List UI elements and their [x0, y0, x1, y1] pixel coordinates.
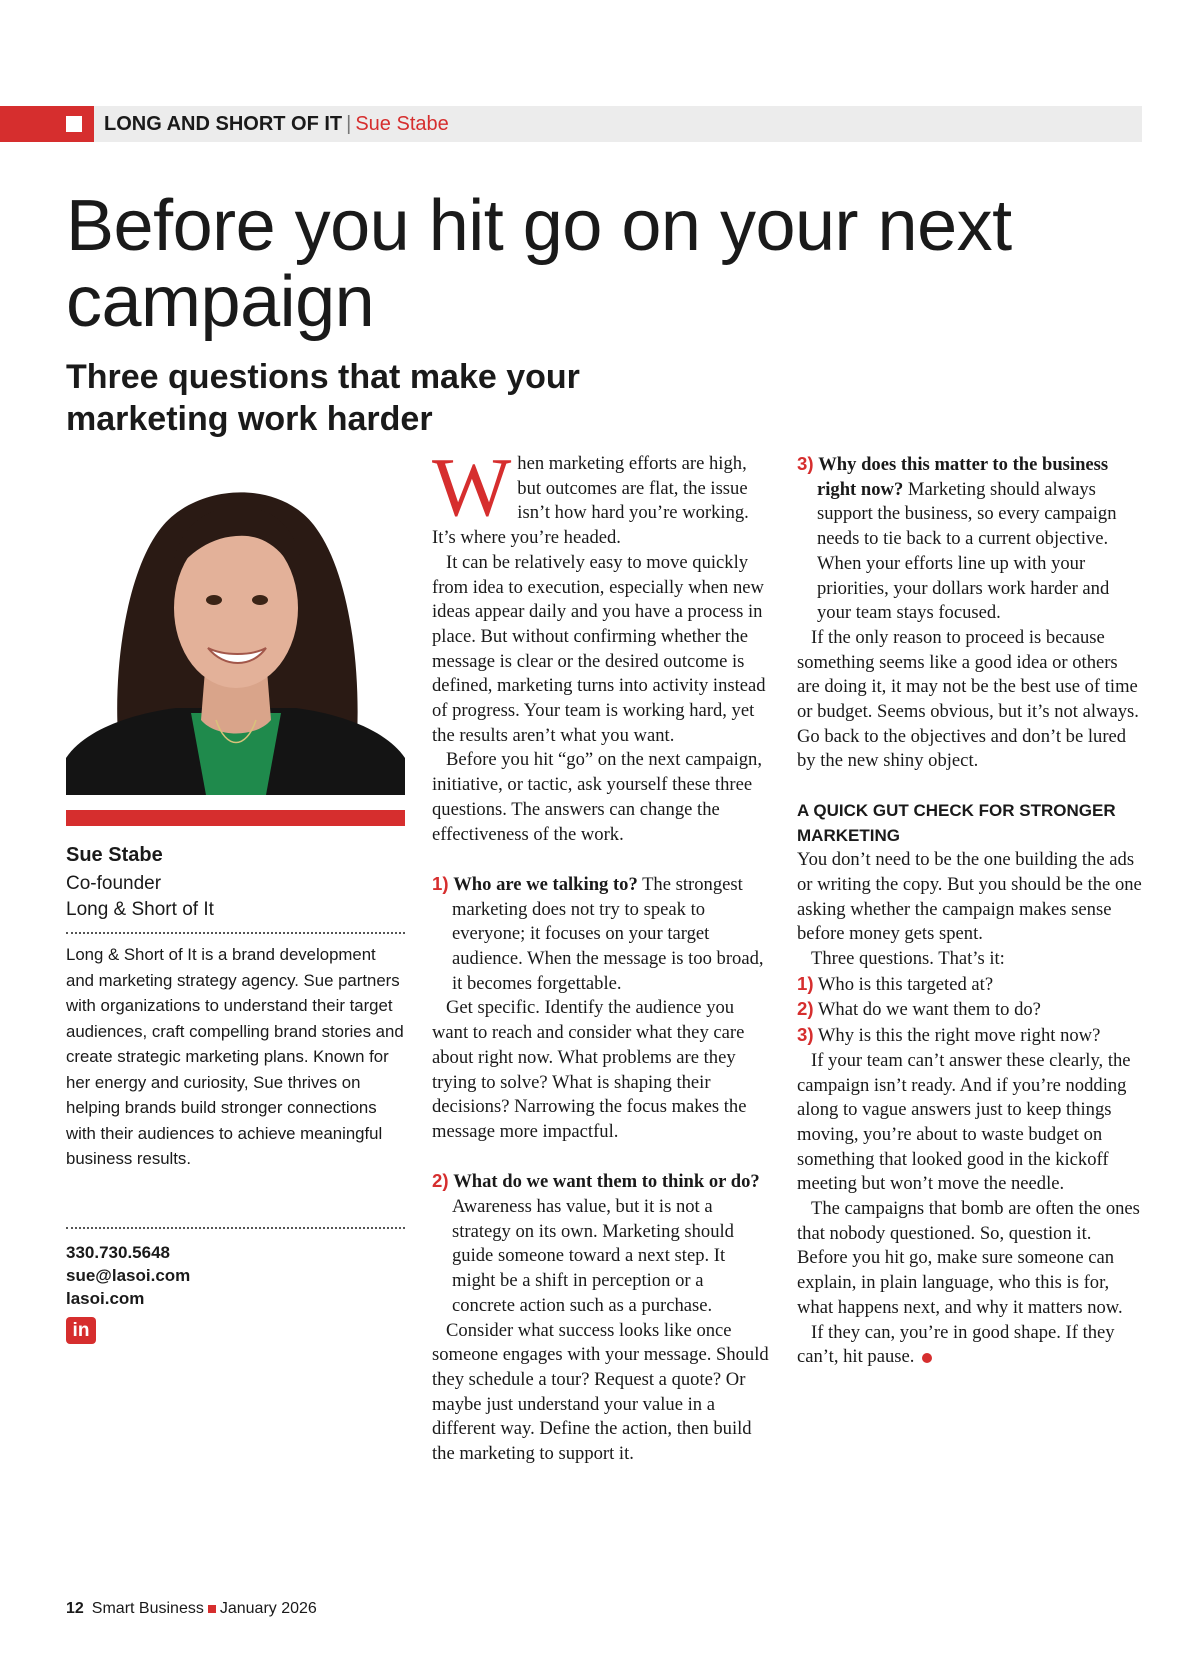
article-headline: Before you hit go on your next campaign [66, 186, 1012, 342]
list-number: 2) [797, 998, 814, 1020]
header-square-icon [66, 116, 82, 132]
list-item [797, 997, 1142, 1023]
question-3 [797, 452, 1142, 626]
question-number: 1) [432, 872, 449, 894]
list-text: What do we want them to do? [817, 999, 1041, 1021]
article-paragraph: If the only reason to proceed is because something seems like a good idea or others are doing it, it may not be the best use of time or budget. Seems obvious, but it’s not always. Go back to the objectives and don’t be lured by the new shiny object. [797, 626, 1139, 772]
sidebar-divider-top [66, 932, 405, 934]
article-subheadline: Three questions that make your marketing work harder [66, 358, 580, 438]
author-portrait [66, 458, 405, 795]
page-number: 12 [66, 1600, 84, 1617]
article-column-3 [797, 452, 1142, 1370]
author-company: Long & Short of It [66, 899, 214, 920]
article-paragraph: If your team can’t answer these clearly, the campaign isn’t ready. And if you’re nodding along to vague answers just to keep things moving, you’re about to waste budget on something that looked good in the kickoff meeting but won’t move the needle. [797, 1049, 1131, 1195]
article-paragraph: The campaigns that bomb are often the ones that nobody questioned. So, question it. Before you hit go, make sure someone can explain, in plain language, who this is for, what happens next, and why it matters now. [797, 1198, 1140, 1318]
question-body: The strongest marketing does not try to speak to everyone; it focuses on your target audience. When the message is too broad, it becomes forgettable. [452, 873, 764, 994]
list-item [797, 972, 1142, 998]
footer-square-icon [208, 1605, 216, 1613]
linkedin-icon[interactable]: in [66, 1317, 96, 1344]
question-heading: Why does this matter to the business right now? [817, 454, 1109, 500]
closing-text: If they can, you’re in good shape. If they can’t, hit pause. [797, 1321, 1115, 1368]
question-1 [432, 872, 770, 997]
author-name: Sue Stabe [66, 844, 163, 866]
section-heading: A QUICK GUT CHECK FOR STRONGER MARKETING [797, 800, 1116, 845]
article-paragraph [432, 441, 770, 551]
question-body: Awareness has value, but it is not a strategy on its own. Marketing should guide someone toward a next step. It might be a shift in perception or a concrete action such as a purchase. [452, 1196, 734, 1316]
question-heading: What do we want them to think or do? [453, 1171, 760, 1193]
author-role: Co-founder [66, 873, 162, 894]
list-item [797, 1023, 1142, 1049]
end-mark-icon [922, 1353, 932, 1363]
question-body: Marketing should always support the business, so every campaign needs to tie back to a current objective. When your efforts line up with your priorities, your dollars work harder and your team stays focused. [817, 478, 1117, 624]
publication-name: Smart Business [91, 1600, 204, 1617]
article-paragraph: Consider what success looks like once someone engages with your message. Should they schedule a tour? Request a quote? Or maybe just understand your value in a different way. Define the action, then build the marketing to support it. [432, 1319, 769, 1465]
article-paragraph [797, 1321, 1142, 1370]
author-phone: 330.730.5648 [66, 1243, 170, 1262]
article-column-2 [432, 441, 770, 1467]
issue-date: January 2026 [219, 1600, 317, 1617]
section-header-bar [0, 106, 1142, 142]
sidebar-red-rule [66, 810, 405, 826]
question-heading: Who are we talking to? [453, 873, 638, 895]
list-number: 3) [797, 1024, 814, 1046]
author-website-link[interactable]: lasoi.com [66, 1289, 145, 1308]
question-2 [432, 1169, 770, 1318]
author-photo-illustration [66, 458, 405, 795]
article-paragraph: You don’t need to be the one building the ads or writing the copy. But you should be the one asking whether the campaign makes sense before money gets spent. [797, 849, 1142, 945]
section-label [104, 106, 449, 142]
author-bio: Long & Short of It is a brand development and marketing strategy agency. Sue partners with organizations to understand their target audiences, craft compelling brand stories and create strategic marketing plans. Known for her energy and curiosity, Sue thrives on helping brands build stronger connections with their audiences to achieve meaningful business results. [66, 945, 404, 1168]
author-email-link[interactable]: sue@lasoi.com [66, 1266, 191, 1285]
list-number: 1) [797, 972, 814, 994]
drop-cap: W [432, 441, 512, 534]
page-footer [66, 1600, 317, 1618]
article-paragraph: Before you hit “go” on the next campaign, initiative, or tactic, ask yourself these three questions. The answers can change the effectiveness of the work. [432, 749, 762, 845]
article-paragraph: Get specific. Identify the audience you want to reach and consider what they care about right now. What problems are they trying to solve? What is shaping their decisions? Narrowing the focus makes the message more impactful. [432, 997, 747, 1142]
section-name: LONG AND SHORT OF IT [104, 113, 343, 135]
header-accent-block [0, 106, 94, 142]
sidebar-divider-bottom [66, 1227, 405, 1229]
list-text: Why is this the right move right now? [817, 1025, 1101, 1047]
list-text: Who is this targeted at? [817, 973, 994, 995]
article-paragraph: It can be relatively easy to move quickly from idea to execution, especially when new ideas appear daily and you have a process in place. But without confirming whether the message is clear or the desired outcome is defined, marketing turns into activity instead of progress. Your team is working hard, yet the results aren’t what you want. [432, 551, 766, 746]
article-paragraph: Three questions. That’s it: [811, 948, 1005, 970]
question-number: 2) [432, 1170, 449, 1192]
article-p1-text: hen marketing efforts are high, but outcomes are flat, the issue isn’t how hard you’re working. It’s where you’re headed. [432, 453, 749, 549]
section-separator: | [346, 113, 352, 135]
section-author: Sue Stabe [355, 113, 449, 135]
question-number: 3) [797, 453, 814, 474]
